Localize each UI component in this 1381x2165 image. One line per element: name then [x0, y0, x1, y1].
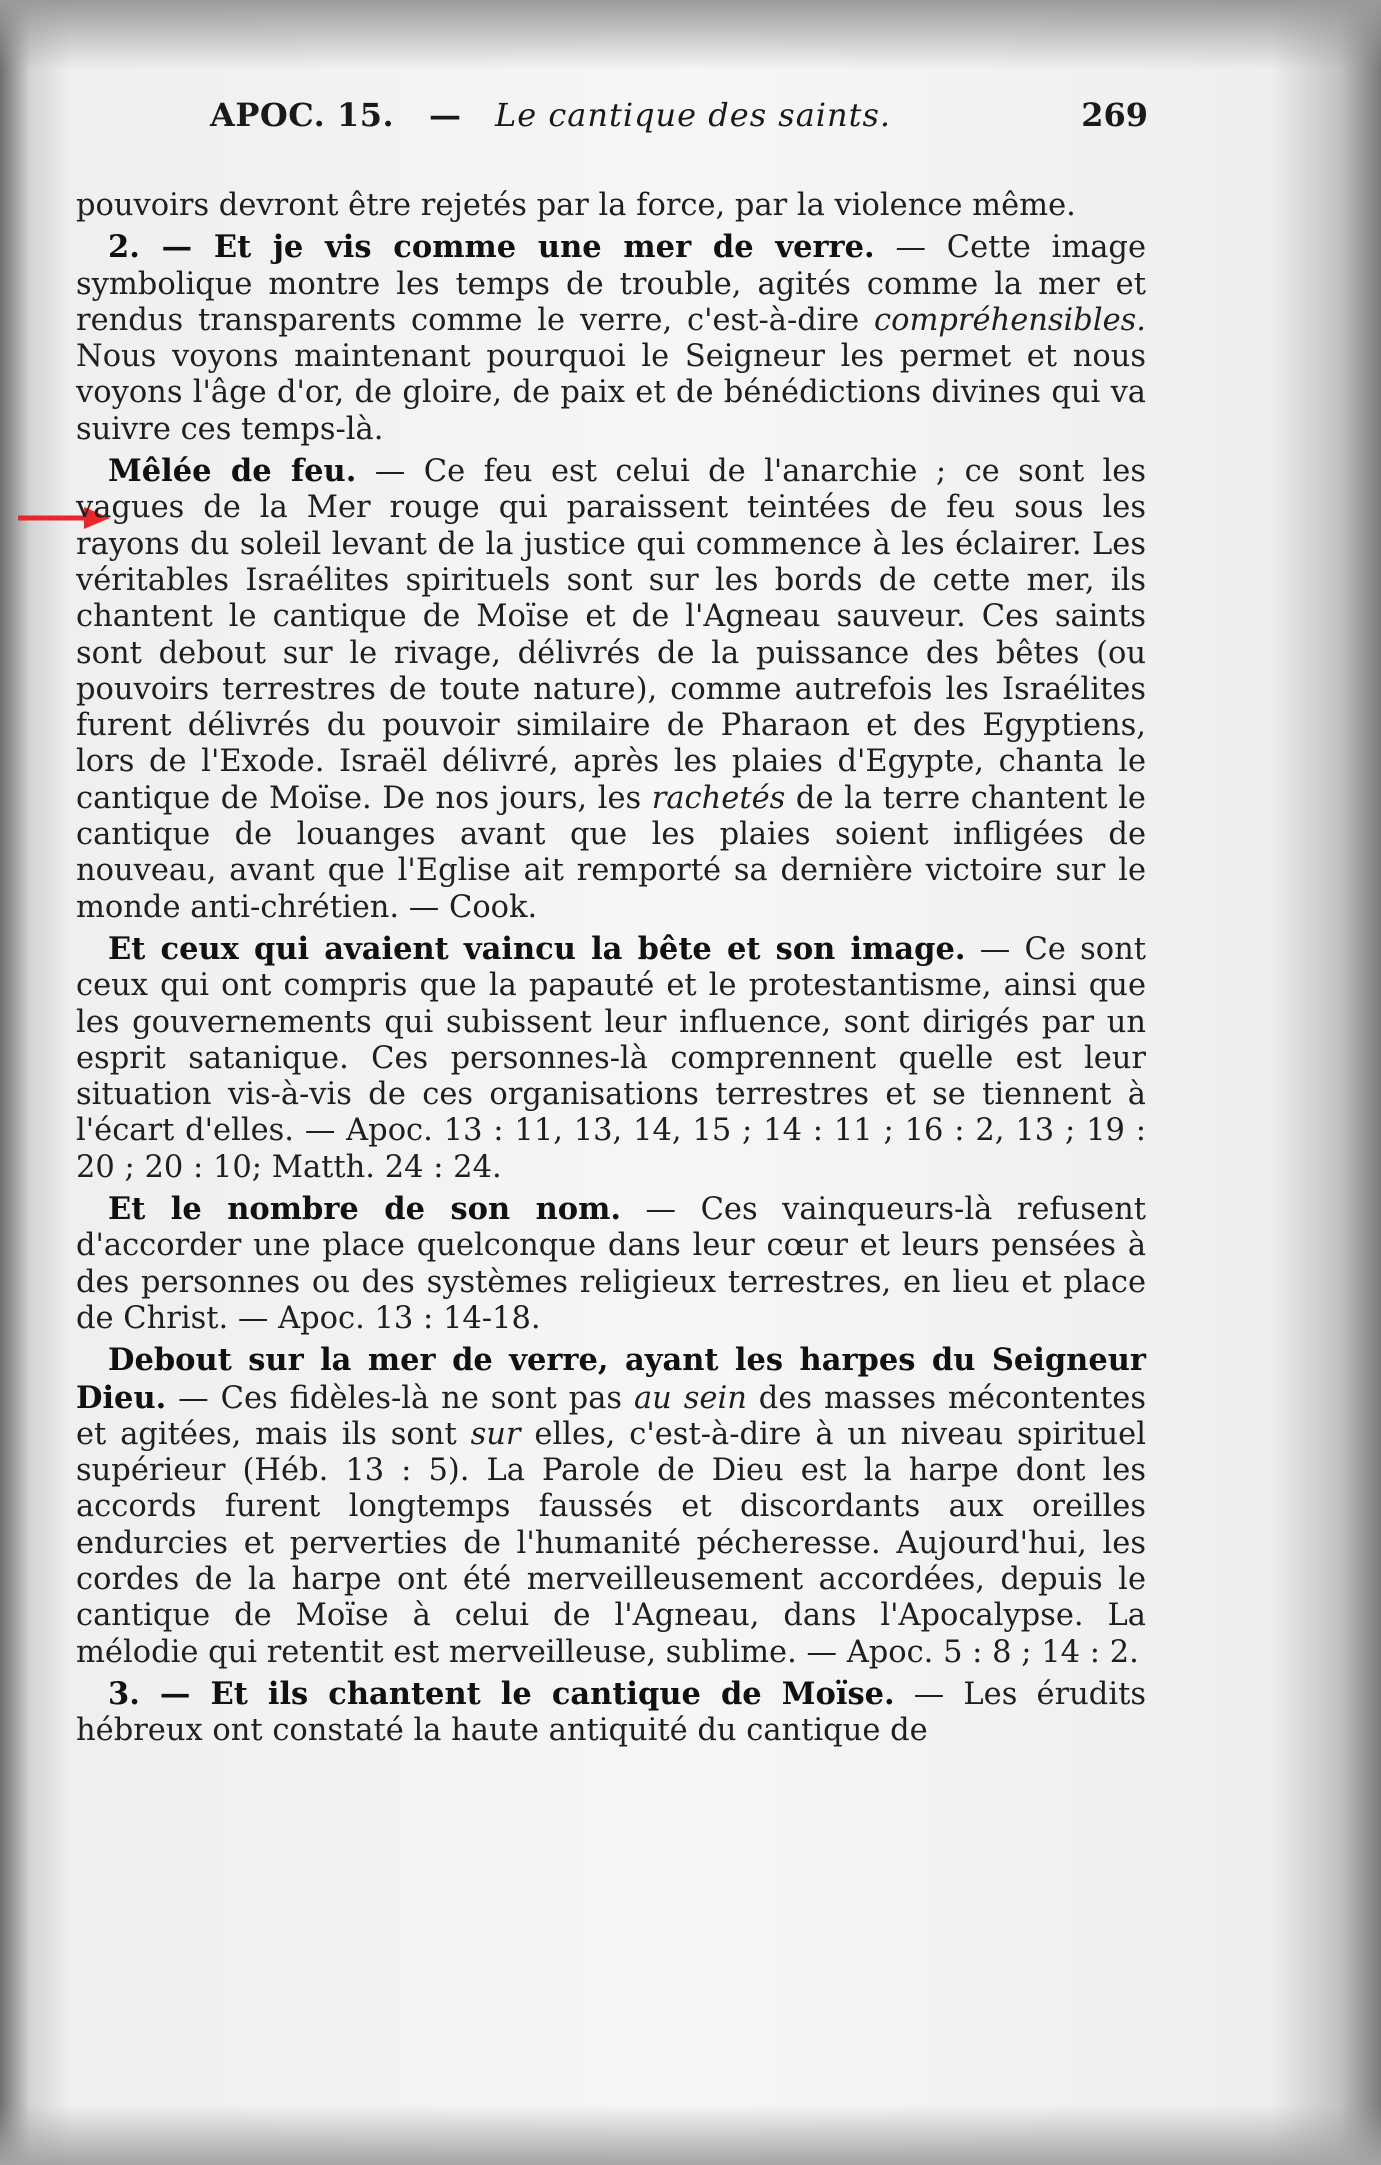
paragraph-emphasis: sur [470, 1416, 521, 1452]
paragraph-verse-3 [76, 1676, 1146, 1750]
paragraph-text: Nous voyons maintenant pourquoi le Seigneur les permet et nous voyons l'âge d'or, de gloire, de paix et de bénédictions divines qui va suivre ces temps-là. [76, 339, 1146, 447]
paragraph-text: — Ces vainqueurs-là refusent d'accorder une place quelconque dans leur cœur et leurs pensées à des personnes ou des systèmes religieux terrestres, en lieu et place de Christ. — Apoc. 13 : 14-18. [76, 1192, 1146, 1336]
paragraph-text: — Cette image symbolique montre les temps de trouble, agités comme la mer et rendus transparents comme le verre, c'est-à-dire [76, 230, 1146, 338]
running-header [210, 96, 1148, 146]
paragraph-vaincu-la-bete [76, 931, 1146, 1186]
paragraph-heading: Et le nombre de son nom. [108, 1191, 622, 1228]
paragraph-text: pouvoirs devront être rejetés par la force, par la violence même. [76, 188, 1076, 223]
paragraph-verse-2 [76, 229, 1146, 448]
paragraph-heading: 2. — Et je vis comme une mer de verre. [108, 229, 875, 266]
paragraph-text: — Ce sont ceux qui ont compris que la papauté et le protestantisme, ainsi que les gouvernements qui subissent leur influence, sont dirigés par un esprit satanique. Ces personnes-là comprennent quelle est leur situation vis-à-vis de ces organisations terrestres et se tiennent à l'écart d'elles. — Apoc. 13 : 11, 13, 14, 15 ; 14 : 11 ; 16 : 2, 13 ; 19 : 20 ; 20 : 10; Matth. 24 : 24. [76, 931, 1146, 1185]
header-title: Le cantique des saints. [495, 96, 892, 134]
paragraph-heading: 3. — Et ils chantent le cantique de Moïse. [108, 1675, 895, 1712]
paragraph-mer-de-verre [76, 1342, 1146, 1671]
paragraph-text: elles, c'est-à-dire à un niveau spirituel supérieur (Héb. 13 : 5). La Parole de Dieu est la harpe dont les accords furent longtemps faussés et discordants aux oreilles endurcies et perverties de l'humanité pécheresse. Aujourd'hui, les cordes de la harpe ont été merveilleusement accordées, depuis le cantique de Moïse à celui de l'Agneau, dans l'Apocalypse. La mélodie qui retentit est merveilleuse, sublime. — Apoc. 5 : 8 ; 14 : 2. [76, 1416, 1146, 1670]
paragraph-melee-de-feu [76, 453, 1146, 926]
paragraph-emphasis: au sein [633, 1380, 747, 1416]
paragraph-heading: Debout sur la mer de verre, ayant les harpes du Seigneur Dieu. [76, 1342, 1146, 1416]
paragraph-continuation [76, 188, 1146, 224]
paragraph-text: — Ce feu est celui de l'anarchie ; ce sont les vagues de la Mer rouge qui paraissent teintées de feu sous les rayons du soleil levant de la justice qui commence à les éclairer. Les véritables Israélites spirituels sont sur les bords de cette mer, ils chantent le cantique de Moïse et de l'Agneau sauveur. Ces saints sont debout sur le rivage, délivrés de la puissance des bêtes (ou pouvoirs terrestres de toute nature), comme autrefois les Israélites furent délivrés du pouvoir similaire de Pharaon et des Egyptiens, lors de l'Exode. Israël délivré, après les plaies d'Egypte, chanta le cantique de Moïse. De nos jours, les [76, 454, 1146, 816]
page-body [76, 188, 1146, 1754]
page-number: 269 [1081, 96, 1148, 134]
paragraph-emphasis: compréhensibles. [874, 302, 1146, 338]
paragraph-nombre-de-son-nom [76, 1191, 1146, 1337]
paragraph-text: — Ces fidèles-là ne sont pas [166, 1380, 634, 1416]
header-chapter: APOC. 15. — [210, 96, 462, 134]
paragraph-emphasis: rachetés [651, 780, 786, 816]
paragraph-text: — Les érudits hébreux ont constaté la haute antiquité du cantique de [76, 1676, 1146, 1749]
paragraph-text: de la terre chantent le cantique de louanges avant que les plaies soient infligées de nouveau, avant que l'Eglise ait remporté sa dernière victoire sur le monde anti-chrétien. — Cook. [76, 780, 1146, 925]
paragraph-text: des masses mécontentes et agitées, mais ils sont [76, 1380, 1146, 1452]
paragraph-heading: Mêlée de feu. [108, 453, 357, 490]
paragraph-heading: Et ceux qui avaient vaincu la bête et son image. [108, 930, 966, 967]
